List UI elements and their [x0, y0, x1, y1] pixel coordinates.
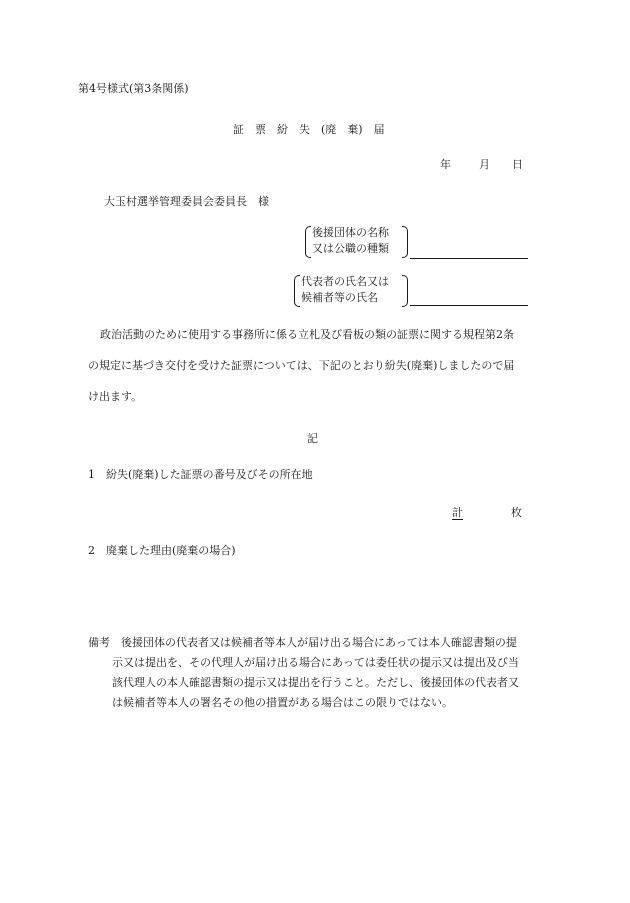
remarks: [88, 633, 558, 713]
body-line-2: の規定に基づき交付を受けた証票については、下記のとおり紛失(廃棄)しましたので届: [88, 359, 515, 372]
form-number: 第4号様式(第3条関係): [78, 82, 189, 95]
item-2-disposal-reason: 2 廃棄した理由(廃棄の場合): [88, 544, 236, 557]
remarks-line-4: は候補者等本人の署名その他の措置がある場合はこの限りではない。: [112, 696, 453, 709]
open-brace: [305, 226, 311, 258]
body-line-1: 政治活動のために使用する事務所に係る立札及び看板の類の証票に関する規程第2条: [100, 328, 514, 341]
date-year: 年: [440, 158, 451, 171]
date-month: 月: [479, 158, 490, 171]
support-group-blank-line[interactable]: [410, 258, 528, 259]
remarks-line-2: 示又は提出を、その代理人が届け出る場合にあっては委任状の提示又は提出及び当: [112, 656, 519, 669]
body-paragraph: [88, 319, 548, 412]
item-1-lost-cert-numbers: 1 紛失(廃棄)した証票の番号及びその所在地: [88, 468, 313, 481]
close-brace: [402, 275, 408, 307]
form-title: 証 票 紛 失 (廃 棄) 届: [233, 123, 385, 136]
support-group-label-1: 後援団体の名称: [312, 226, 389, 239]
date-day: 日: [512, 158, 523, 171]
representative-blank-line[interactable]: [410, 305, 528, 306]
representative-label-1: 代表者の氏名又は: [301, 275, 389, 288]
addressee: 大玉村選挙管理委員会委員長 様: [104, 195, 269, 208]
body-line-3: け出ます。: [88, 390, 143, 403]
ki-heading: 記: [307, 432, 318, 445]
remarks-line-3: 該代理人の本人確認書類の提示又は提出を行うこと。ただし、後援団体の代表者又: [112, 676, 519, 689]
open-brace: [294, 275, 300, 307]
total-kei-label: 計: [452, 506, 463, 519]
total-mai-label: 枚: [511, 506, 522, 519]
remarks-line-1: 備考 後援団体の代表者又は候補者等本人が届け出る場合にあっては本人確認書類の提: [88, 636, 517, 649]
total-underline: [452, 504, 522, 520]
representative-label-2: 候補者等の氏名: [301, 291, 378, 304]
close-brace: [402, 226, 408, 258]
support-group-label-2: 又は公職の種類: [312, 242, 389, 255]
